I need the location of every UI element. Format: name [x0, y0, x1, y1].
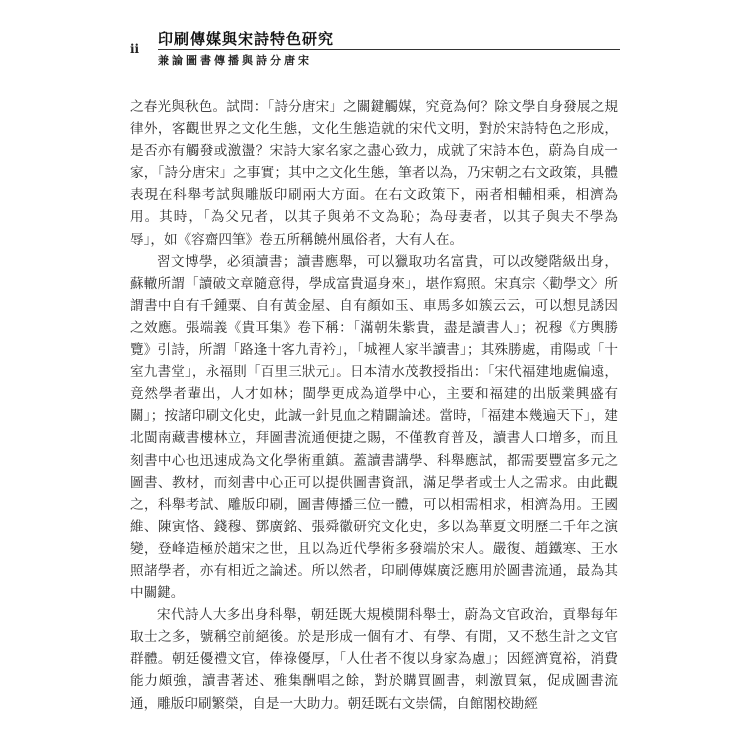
running-header: [130, 28, 620, 68]
book-subtitle: 兼論圖書傳播與詩分唐宋: [158, 54, 312, 67]
book-title: 印刷傳媒與宋詩特色研究: [158, 30, 335, 48]
paragraph-continued: 之春光與秋色。試問：「詩分唐宋」之關鍵觸媒，究竟為何？除文學自身發展之規律外，客觀世界之文化生態，文化生態造就的宋代文明，對於宋詩特色之形成，是否亦有觸發或激盪？宋詩大家名家之盡心致力，成就了宋詩本色，蔚為自成一家，「詩分唐宋」之事實；其中之文化生態，筆者以為，乃宋朝之右文政策，具體表現在科舉考試與雕版印刷兩大方面。在右文政策下，兩者相輔相乘，相濟為用。其時，「為父兄者，以其子與弟不文為恥；為母妻者，以其子與夫不學為辱」，如《容齋四筆》卷五所稱饒州風俗者，大有人在。: [130, 99, 618, 248]
page-body: [130, 96, 618, 715]
paragraph: 宋代詩人大多出身科舉，朝廷既大規模開科舉士，蔚為文官政治，貢舉每年取士之多，號稱空前絕後。於是形成一個有才、有學、有閒，又不愁生計之文官群體。朝廷優禮文官，俸祿優厚，「人仕者不復以身家為慮」；因經濟寬裕，消費能力頗強，讀書著述、雅集酬唱之餘，對於購買圖書，刺激買氣，促成圖書流通，雕版印刷繁榮，自是一大助力。朝廷既右文崇儒，自館閣校勘經: [130, 607, 618, 712]
header-divider: [158, 49, 620, 50]
page-number: ii: [130, 42, 140, 56]
paragraph: 習文博學，必須讀書；讀書應舉，可以獵取功名富貴，可以改變階級出身，蘇轍所謂「讀破文章隨意得，學成富貴逼身來」，堪作寫照。宋真宗〈勸學文〉所謂書中自有千鍾粟、自有黃金屋、自有顏如玉、車馬多如簇云云，可以想見誘因之效應。張端義《貴耳集》卷下稱：「滿朝朱紫貴，盡是讀書人」；祝穆《方輿勝覽》引詩，所謂「路逢十客九青衿」，「城裡人家半讀書」；其殊勝處，甫陽或「十室九書堂」，永福則「百里三狀元」。日本清水茂教授指出：「宋代福建地處偏遠，竟然學者輩出，人才如林；閩學更成為道學中心，主要和福建的出版業興盛有關」；按諸印刷文化史，此誠一針見血之精闢論述。當時，「福建本幾遍天下」，建北閩南藏書樓林立，拜圖書流通便捷之賜，不僅教育普及，讀書人口增多，而且刻書中心也迅速成為文化學術重鎮。蓋讀書講學、科舉應試，都需要豐富多元之圖書、教材，而刻書中心正可以提供圖書資訊，滿足學者或士人之需求。由此觀之，科舉考試、雕版印刷，圖書傳播三位一體，可以相需相求，相濟為用。王國維、陳寅恪、錢穆、鄧廣銘、張舜徽研究文化史，多以為華夏文明歷二千年之演變，登峰造極於趙宋之世，且以為近代學術多發端於宋人。嚴復、趙鐵寒、王水照諸學者，亦有相近之論述。所以然者，印刷傳媒廣泛應用於圖書流通，最為其中關鍵。: [130, 253, 618, 602]
